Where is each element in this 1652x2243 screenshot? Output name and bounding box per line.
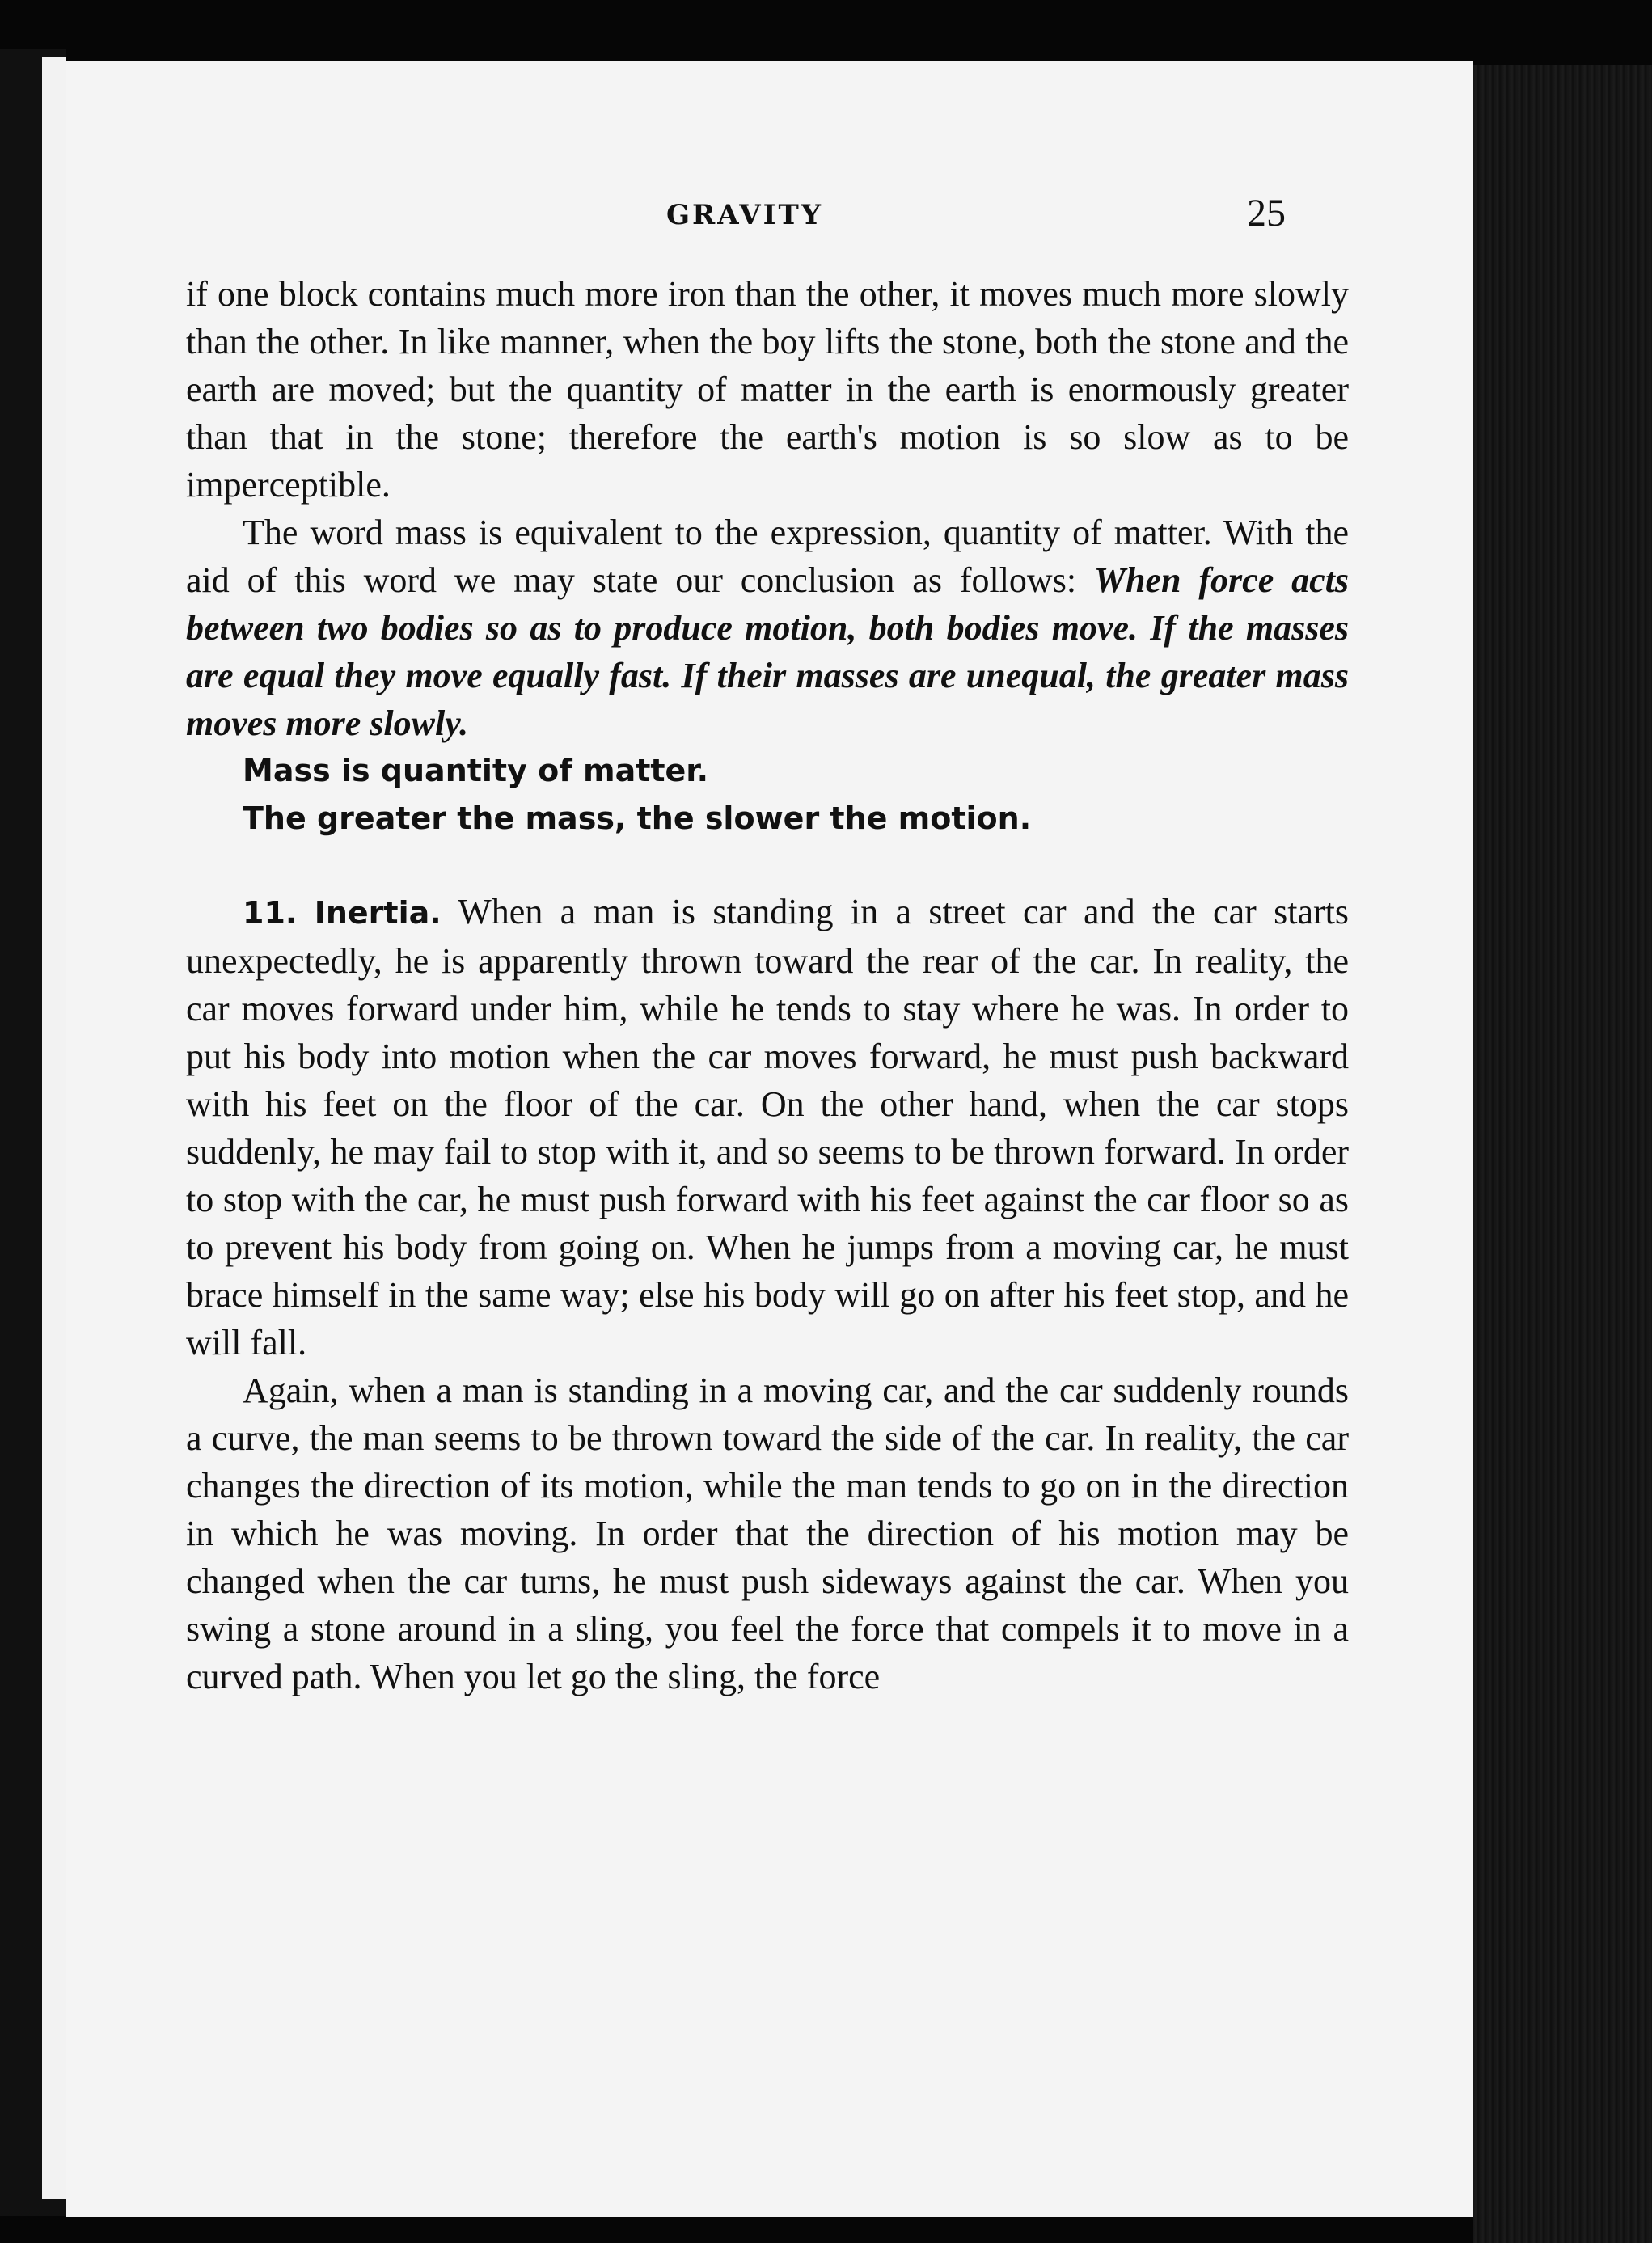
paragraph-mass-definition	[186, 509, 1349, 747]
page-header	[66, 191, 1473, 247]
section-body-text: When a man is standing in a street car and the car starts unexpectedly, he is apparently thrown toward the rear of the car. In reality, the car moves forward under him, while he tends to stay where he was. In order to put his body into motion when the car moves forward, he must push backward with his feet on the floor of the car. On the other hand, when the car stops suddenly, he may fail to stop with it, and so seems to be thrown forward. In order to stop with the car, he must push forward with his feet against the car floor so as to prevent his body from going on. When he jumps from a moving car, he must brace himself in the same way; else his body will go on after his feet stop, and he will fall.	[186, 892, 1350, 1362]
paragraph-curve: Again, when a man is standing in a moving car, and the car suddenly rounds a curve, the man seems to be thrown toward the side of the car. In reality, the car changes the direction of its motion, while the man tends to go on in the direction in which he was moving. In order that the direction of his motion may be changed when the car turns, he must push sideways against the car. When you swing a stone around in a sling, you feel the force that compels it to move in a curved path. When you let go the sling, the force	[186, 1371, 1349, 1696]
section-number: 11.	[243, 895, 298, 931]
page-number: 25	[1247, 192, 1286, 234]
italic-conclusion: When force acts between two bodies so as to produce motion, both bodies move. If the masses are equal they move equally fast. If their masses are unequal, the greater mass moves more slowly.	[186, 560, 1349, 743]
law-motion: The greater the mass, the slower the motion.	[243, 800, 1032, 836]
section-inertia	[186, 888, 1349, 1366]
facing-page-strip	[42, 57, 66, 2199]
section-spacer	[186, 843, 1349, 888]
book-spine	[1473, 65, 1652, 2243]
paragraph-continuation: if one block contains much more iron than the other, it moves much more slowly than the other. In like manner, when the boy lifts the stone, both the stone and the earth are moved; but the quantity of matter in the earth is enormously greater than that in the stone; therefore the earth's motion is so slow as to be imperceptible.	[186, 274, 1349, 505]
paragraph-lead-text: The word mass is equivalent to the expression, quantity of matter. With the aid of this word we may state our conclusion as follows:	[186, 513, 1349, 600]
section-title: Inertia.	[314, 895, 442, 931]
law-mass: Mass is quantity of matter.	[243, 753, 709, 788]
book-page	[66, 61, 1473, 2217]
running-title: GRAVITY	[666, 199, 824, 231]
body-text	[186, 270, 1349, 1700]
